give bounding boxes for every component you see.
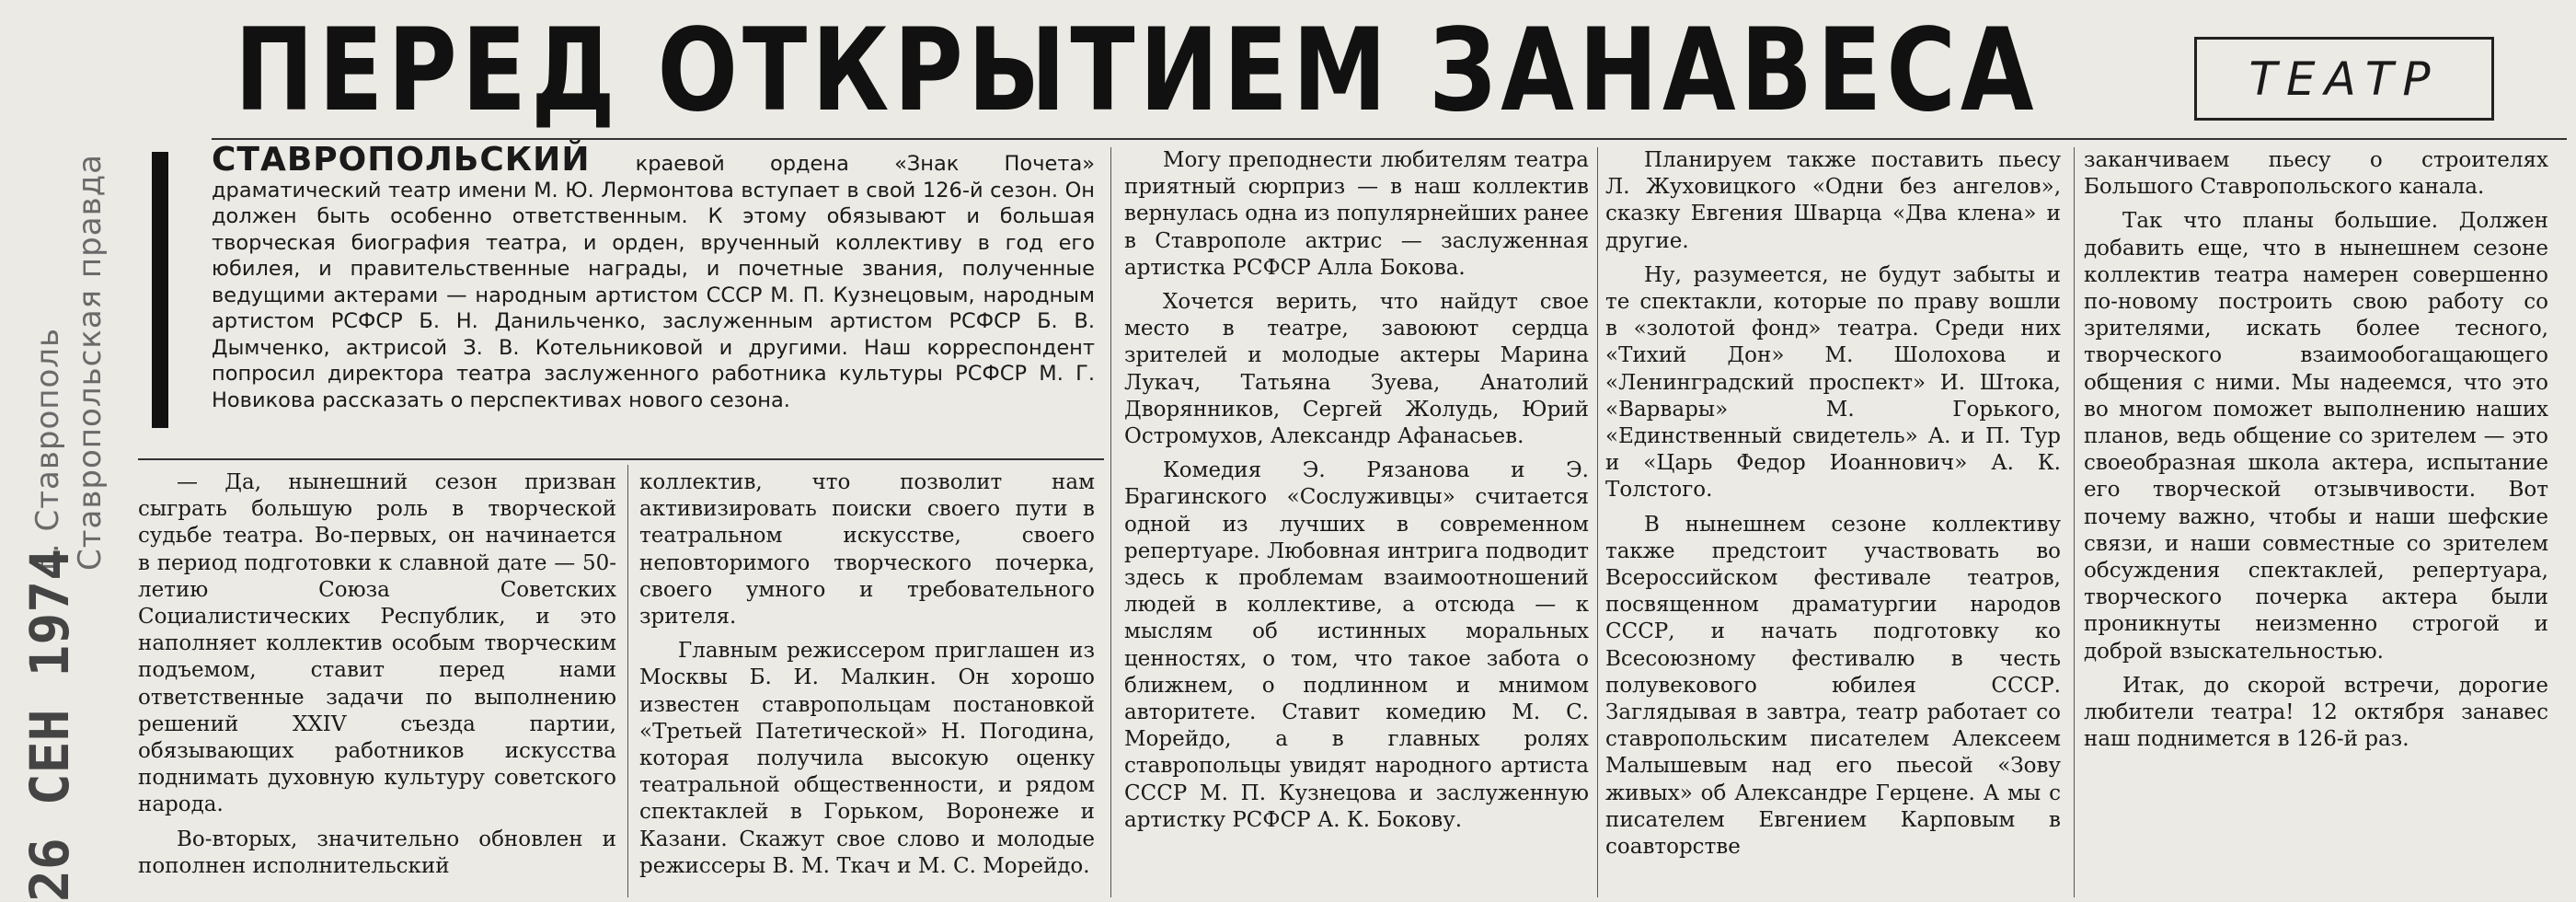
stamp-newspaper-name: Ставропольская правда: [72, 154, 109, 571]
column-separator: [1110, 147, 1111, 897]
lead-rule: [138, 458, 1104, 460]
column-separator: [1597, 147, 1598, 897]
paragraph: Ну, разумеется, не будут забыты и те спектакли, которые по праву вошли в «золотой фонд» театра. Среди них «Тихий Дон» М. Шолохова и «Ленинградский проспект» И. Штока, «Варвары» М. Горького, «Единственный свидетель» А. и П. Тур и «Царь Федор Иоаннович» А. К. Толстого.: [1605, 262, 2061, 503]
article-column-3: [1124, 147, 1589, 897]
paragraph: заканчиваем пьесу о строителях Большого Ставропольского канала.: [2084, 148, 2548, 200]
rubric-box: [2194, 37, 2494, 121]
paragraph: Главным режиссером приглашен из Москвы Б. И. Малкин. Он хорошо известен ставропольцам постановкой «Третьей Патетической» Н. Погодина, которая получила высокую оценку театральной общественности, и рядом спектаклей в Горьком, Воронеже и Казани. Скажут свое слово и молодые режиссеры В. М. Ткач и М. С. Морейдо.: [639, 639, 1095, 878]
paragraph: — Да, нынешний сезон призван сыграть большую роль в творческой судьбе театра. Во-первых, он начинается в период подготовки к славной дате — 50-летию Союза Советских Социалистических Республик, и это наполняет коллектив особым творческим подъемом, ставит перед нами ответственные задачи по выполнению решений XXIV съезда партии, обязывающих работников искусства поднимать духовную культуру советского народа.: [138, 470, 616, 817]
date-stamp: 26 СЕН 1974: [18, 548, 81, 902]
column-separator: [2074, 147, 2075, 897]
paragraph: Итак, до скорой встречи, дорогие любители театра! 12 октября занавес наш поднимется в 126-й раз.: [2084, 673, 2548, 752]
rubric-label: ТЕАТР: [2248, 52, 2440, 106]
article-column-2: [639, 469, 1095, 897]
stamp-city: г. Ставрополь: [29, 327, 66, 571]
article-column-5: [2084, 147, 2548, 897]
paragraph: Во-вторых, значительно обновлен и пополнен исполнительский: [138, 827, 616, 878]
paragraph: Планируем также поставить пьесу Л. Жуховицкого «Одни без ангелов», сказку Евгения Шварца «Два клена» и другие.: [1605, 148, 2061, 253]
lead-marker-bar: [152, 152, 168, 428]
article-lead: [212, 141, 1095, 433]
article-column-4: [1605, 147, 2061, 897]
paragraph: Могу преподнести любителям театра приятный сюрприз — в наш коллектив вернулась одна из популярнейших ранее в Ставрополе актрис — заслуженная артистка РСФСР Алла Бокова.: [1124, 148, 1589, 280]
paragraph: Комедия Э. Рязанова и Э. Брагинского «Сослуживцы» считается одной из лучших в современном репертуаре. Любовная интрига подводит здесь к проблемам взаимоотношений людей в коллективе, а отсюда — к мыслям об истинных моральных ценностях, о том, что такое забота о ближнем, о подлинном и мнимом авторитете. Ставит комедию М. С. Морейдо, а в главных ролях ставропольцы увидят народного артиста СССР М. П. Кузнецова и заслуженную артистку РСФСР А. К. Бокову.: [1124, 458, 1589, 832]
paragraph: В нынешнем сезоне коллективу также предстоит участвовать во Всероссийском фестивале театров, посвященном драматургии народов СССР, и начать подготовку ко Всесоюзному фестивалю в честь полувекового юбилея СССР. Заглядывая в завтра, театр работает со ставропольским писателем Алексеем Малышевым над его пьесой «Зову живых» об Александре Герцене. А мы с писателем Евгением Карповым в соавторстве: [1605, 512, 2061, 860]
lead-drop-cap-word: СТАВРОПОЛЬСКИЙ: [212, 141, 591, 179]
newspaper-stamp: [7, 55, 109, 571]
headline-rule: [212, 138, 2567, 140]
lead-text: краевой ордена «Знак Почета» драматический театр имени М. Ю. Лермонтова вступает в свой 126-й сезон. Он должен быть особенно ответственным. К этому обязывают и большая творческая биография театра, и орден, врученный коллективу в год его юбилея, и правительственные награды, и почетные звания, полученные ведущими актерами — народным артистом СССР М. П. Кузнецовым, народным артистом РСФСР Б. Н. Данильченко, заслуженным артистом РСФСР Б. В. Дымченко, актрисой З. В. Котельниковой и другими. Наш корреспондент попросил директора театра заслуженного работника культуры РСФСР М. Г. Новикова рассказать о перспективах нового сезона.: [212, 152, 1095, 412]
paragraph: коллектив, что позволит нам активизировать поиски своего пути в театральном искусстве, своего неповторимого творческого почерка, своего умного и требовательного зрителя.: [639, 470, 1095, 630]
paragraph: Так что планы большие. Должен добавить еще, что в нынешнем сезоне коллектив театра намерен совершенно по-новому построить свою работу со зрителями, искать более тесного, творческого взаимообогащающего общения с ними. Мы надеемся, что это во многом поможет выполнению наших планов, ведь общение со зрителем — это своеобразная школа актера, испытание его творческой отзывчивости. Вот почему важно, чтобы и наши шефские связи, и наши совместные со зрителем обсуждения спектаклей, репертуара, творческого почерка актера были проникнуты неизменно строгой и доброй взыскательностью.: [2084, 209, 2548, 664]
article-column-1: [138, 469, 616, 897]
paragraph: Хочется верить, что найдут свое место в театре, завоюют сердца зрителей и молодые актеры Марина Лукач, Татьяна Зуева, Анатолий Дворянников, Сергей Жолудь, Юрий Остромухов, Александр Афанасьев.: [1124, 290, 1589, 449]
column-separator: [627, 465, 628, 897]
article-headline: ПЕРЕД ОТКРЫТИЕМ ЗАНАВЕСА: [235, 5, 2039, 137]
